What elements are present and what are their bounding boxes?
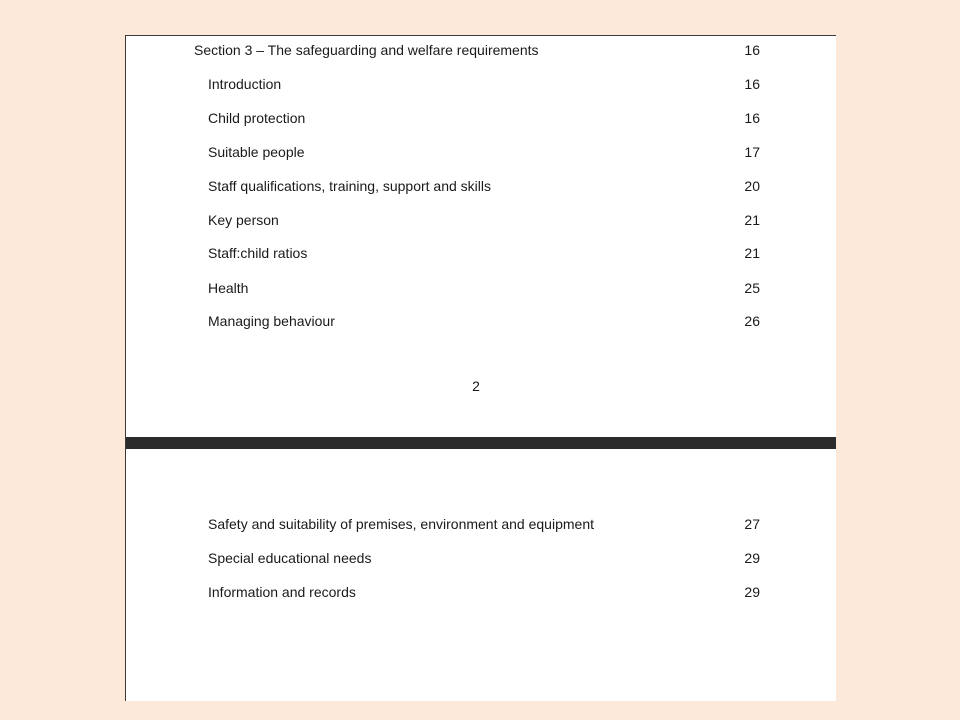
document-page-2 [126, 36, 836, 437]
toc-entry-label: Suitable people [208, 144, 305, 160]
toc-entry-page-number: 16 [744, 42, 760, 58]
toc-entry-label: Staff qualifications, training, support and skills [208, 178, 492, 194]
toc-entry-safety-and-suitability[interactable] [126, 516, 836, 536]
toc-entry-page-number: 25 [744, 280, 760, 296]
toc-entry-label: Section 3 – The safeguarding and welfare requirements [194, 42, 539, 58]
toc-entry-label: Safety and suitability of premises, environment and equipment [208, 516, 594, 532]
toc-entry-key-person[interactable] [126, 212, 836, 232]
toc-entry-page-number: 17 [744, 144, 760, 160]
toc-entry-page-number: 27 [744, 516, 760, 532]
toc-entry-page-number: 29 [744, 550, 760, 566]
toc-entry-page-number: 29 [744, 584, 760, 600]
toc-entry-child-protection[interactable] [126, 110, 836, 130]
toc-entry-page-number: 20 [744, 178, 760, 194]
toc-entry-label: Introduction [208, 76, 282, 92]
toc-entry-page-number: 26 [744, 313, 760, 329]
toc-entry-page-number: 16 [744, 76, 760, 92]
toc-entry-staff-child-ratios[interactable] [126, 245, 836, 265]
document-page-3 [126, 449, 836, 701]
toc-entry-information-and-records[interactable] [126, 584, 836, 604]
toc-entry-managing-behaviour[interactable] [126, 313, 836, 333]
toc-entry-section-3[interactable] [126, 42, 836, 62]
toc-entry-introduction[interactable] [126, 76, 836, 96]
toc-entry-page-number: 21 [744, 245, 760, 261]
toc-entry-page-number: 16 [744, 110, 760, 126]
toc-entry-label: Special educational needs [208, 550, 372, 566]
toc-entry-page-number: 21 [744, 212, 760, 228]
page-number: 2 [472, 378, 480, 394]
toc-entry-label: Staff:child ratios [208, 245, 308, 261]
toc-entry-health[interactable] [126, 280, 836, 300]
toc-entry-suitable-people[interactable] [126, 144, 836, 164]
toc-entry-label: Key person [208, 212, 279, 228]
toc-entry-staff-qualifications[interactable] [126, 178, 836, 198]
toc-entry-label: Information and records [208, 584, 356, 600]
toc-entry-label: Child protection [208, 110, 306, 126]
toc-entry-label: Health [208, 280, 249, 296]
toc-entry-label: Managing behaviour [208, 313, 335, 329]
toc-entry-special-educational-needs[interactable] [126, 550, 836, 570]
document-viewer[interactable] [125, 35, 836, 701]
page-separator [126, 437, 836, 449]
